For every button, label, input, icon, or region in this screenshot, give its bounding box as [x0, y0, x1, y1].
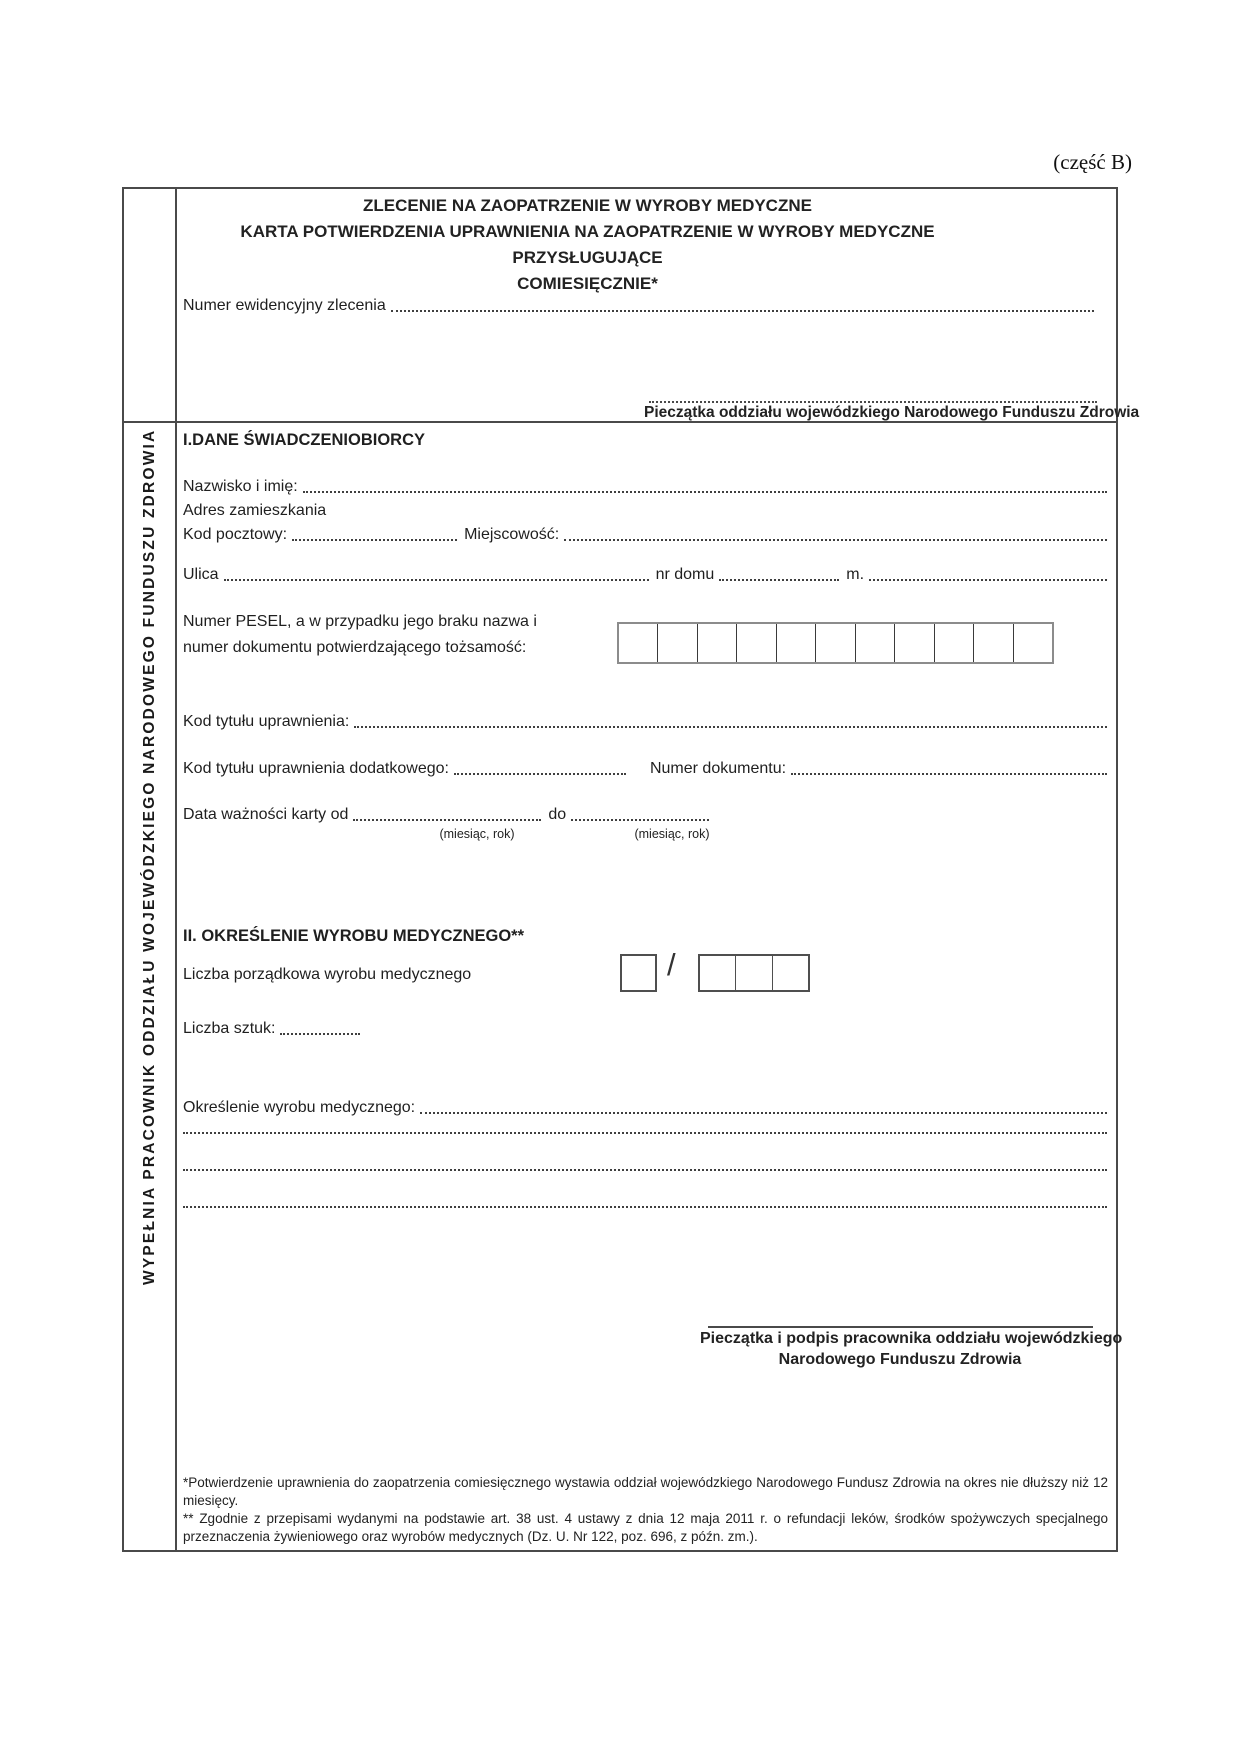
product-field-line-3 — [183, 1164, 1107, 1171]
order-number-row — [183, 294, 1094, 315]
nfz-stamp-block — [644, 398, 1140, 422]
house-no-label: nr domu — [655, 566, 715, 583]
section2-heading: II. OKREŚLENIE WYROBU MEDYCZNEGO** — [183, 927, 525, 945]
pesel-box-cell — [973, 624, 1012, 662]
house-no-field-line — [719, 574, 839, 581]
pesel-box-cell — [657, 624, 696, 662]
header-row — [124, 189, 1140, 423]
apartment-field-line — [869, 574, 1107, 581]
pesel-box-cell — [934, 624, 973, 662]
pesel-box-cell — [815, 624, 854, 662]
stamp-caption: Pieczątka oddziału wojewódzkiego Narodowego Funduszu Zdrowia — [644, 404, 1140, 421]
form-title-line1: ZLECENIE NA ZAOPATRZENIE W WYROBY MEDYCZNE — [363, 196, 812, 215]
section1-heading: I.DANE ŚWIADCZENIOBIORCY — [183, 431, 426, 449]
order-number-field-line — [391, 305, 1094, 312]
additional-entitlement-label: Kod tytułu uprawnienia dodatkowego: — [183, 760, 449, 777]
product-field-line-4 — [183, 1201, 1107, 1208]
form-table — [122, 187, 1140, 1552]
employee-signature-caption-line2: Narodowego Funduszu Zdrowia — [778, 1351, 1022, 1368]
postal-code-field-line — [292, 534, 457, 541]
product-row — [183, 1096, 1107, 1117]
ordinal-separator: / — [667, 947, 676, 982]
sidebar-vertical-label: WYPEŁNIA PRACOWNIK ODDZIAŁU WOJEWÓDZKIEGO NARODOWEGO FUNDUSZU ZDROWIA — [140, 429, 158, 1286]
product-dotted-line — [183, 1153, 1107, 1174]
validity-from-label: Data ważności karty od — [183, 806, 349, 823]
validity-from-hint: (miesiąc, rok) — [439, 827, 515, 841]
name-field-line — [303, 486, 1107, 493]
footnote-1: *Potwierdzenie uprawnienia do zaopatrzenia comiesięcznego wystawia oddział wojewódzkiego Narodowego Fundusz Zdrowia na okres nie dłuższy niż 12 miesięcy. — [183, 1475, 1108, 1508]
product-label: Określenie wyrobu medycznego: — [183, 1099, 416, 1116]
main-row — [124, 423, 1123, 1550]
header-left-cell — [124, 189, 177, 421]
ordinal-box-cell — [772, 956, 808, 990]
apartment-label: m. — [846, 566, 865, 583]
employee-signature-block — [700, 1322, 1123, 1370]
pesel-box-cell — [697, 624, 736, 662]
quantity-row — [183, 1017, 360, 1038]
form-title-line2: KARTA POTWIERDZENIA UPRAWNIENIA NA ZAOPATRZENIE W WYROBY MEDYCZNE PRZYSŁUGUJĄCE — [240, 222, 935, 267]
pesel-box-cell — [736, 624, 775, 662]
stamp-signature-line — [649, 398, 1097, 403]
form-title-line3: COMIESIĘCZNIE* — [517, 274, 658, 293]
main-content-cell — [177, 423, 1123, 1550]
quantity-field-line — [280, 1028, 360, 1035]
address-label: Adres zamieszkania — [183, 502, 327, 519]
pesel-boxes — [617, 622, 1054, 664]
product-dotted-line — [183, 1116, 1107, 1137]
pesel-label-line1: Numer PESEL, a w przypadku jego braku nazwa i — [183, 613, 537, 630]
part-label: (część B) — [1053, 150, 1132, 174]
ordinal-label: Liczba porządkowa wyrobu medycznego — [183, 966, 472, 983]
entitlement-code-label: Kod tytułu uprawnienia: — [183, 713, 350, 730]
pesel-box-cell — [776, 624, 815, 662]
footnote-2: ** Zgodnie z przepisami wydanymi na podstawie art. 38 ust. 4 ustawy z dnia 12 maja 2011 r. o refundacji leków, środków spożywczych specjalnego przeznaczenia żywieniowego oraz wyrobów medycznych (Dz. U. Nr 122, poz. 696, z późn. zm.). — [183, 1511, 1108, 1544]
product-field-line-2 — [183, 1127, 1107, 1134]
header-content-cell — [177, 189, 1140, 421]
validity-to-hint: (miesiąc, rok) — [634, 827, 710, 841]
city-label: Miejscowość: — [464, 526, 560, 543]
validity-from-field-line — [353, 814, 541, 821]
document-number-field-line — [791, 768, 1107, 775]
street-field-line — [224, 574, 649, 581]
street-row — [183, 563, 1107, 584]
postal-code-label: Kod pocztowy: — [183, 526, 288, 543]
ordinal-box-cell — [735, 956, 771, 990]
validity-row — [183, 803, 709, 824]
pesel-box-cell — [855, 624, 894, 662]
employee-signature-caption-line1: Pieczątka i podpis pracownika oddziału wojewódzkiego — [700, 1330, 1123, 1347]
additional-entitlement-row — [183, 757, 1107, 778]
name-row — [183, 475, 1107, 496]
quantity-label: Liczba sztuk: — [183, 1020, 276, 1037]
product-dotted-line — [183, 1190, 1107, 1211]
postal-city-row — [183, 523, 1107, 544]
ordinal-box-group — [698, 954, 810, 992]
name-label: Nazwisko i imię: — [183, 478, 298, 495]
ordinal-box-cell — [700, 956, 735, 990]
city-field-line — [564, 534, 1107, 541]
validity-to-field-line — [571, 814, 709, 821]
product-field-line — [420, 1107, 1107, 1114]
entitlement-code-field-line — [354, 721, 1107, 728]
address-row — [183, 499, 1107, 520]
form-title — [189, 193, 986, 297]
additional-entitlement-field-line — [454, 768, 626, 775]
pesel-label — [183, 609, 537, 661]
sidebar-cell — [124, 423, 177, 1550]
pesel-box-cell — [1013, 624, 1052, 662]
ordinal-row — [183, 963, 471, 984]
order-number-label: Numer ewidencyjny zlecenia — [183, 297, 386, 314]
pesel-box-cell — [619, 624, 657, 662]
section2-heading-row — [183, 925, 1107, 946]
validity-to-label: do — [548, 806, 567, 823]
street-label: Ulica — [183, 566, 219, 583]
pesel-box-cell — [894, 624, 933, 662]
footnotes — [183, 1474, 1108, 1546]
entitlement-row — [183, 710, 1107, 731]
ordinal-box-single — [620, 954, 657, 992]
pesel-label-line2: numer dokumentu potwierdzającego tożsamość: — [183, 639, 527, 656]
section1-heading-row — [183, 429, 1107, 450]
document-number-label: Numer dokumentu: — [649, 760, 787, 777]
